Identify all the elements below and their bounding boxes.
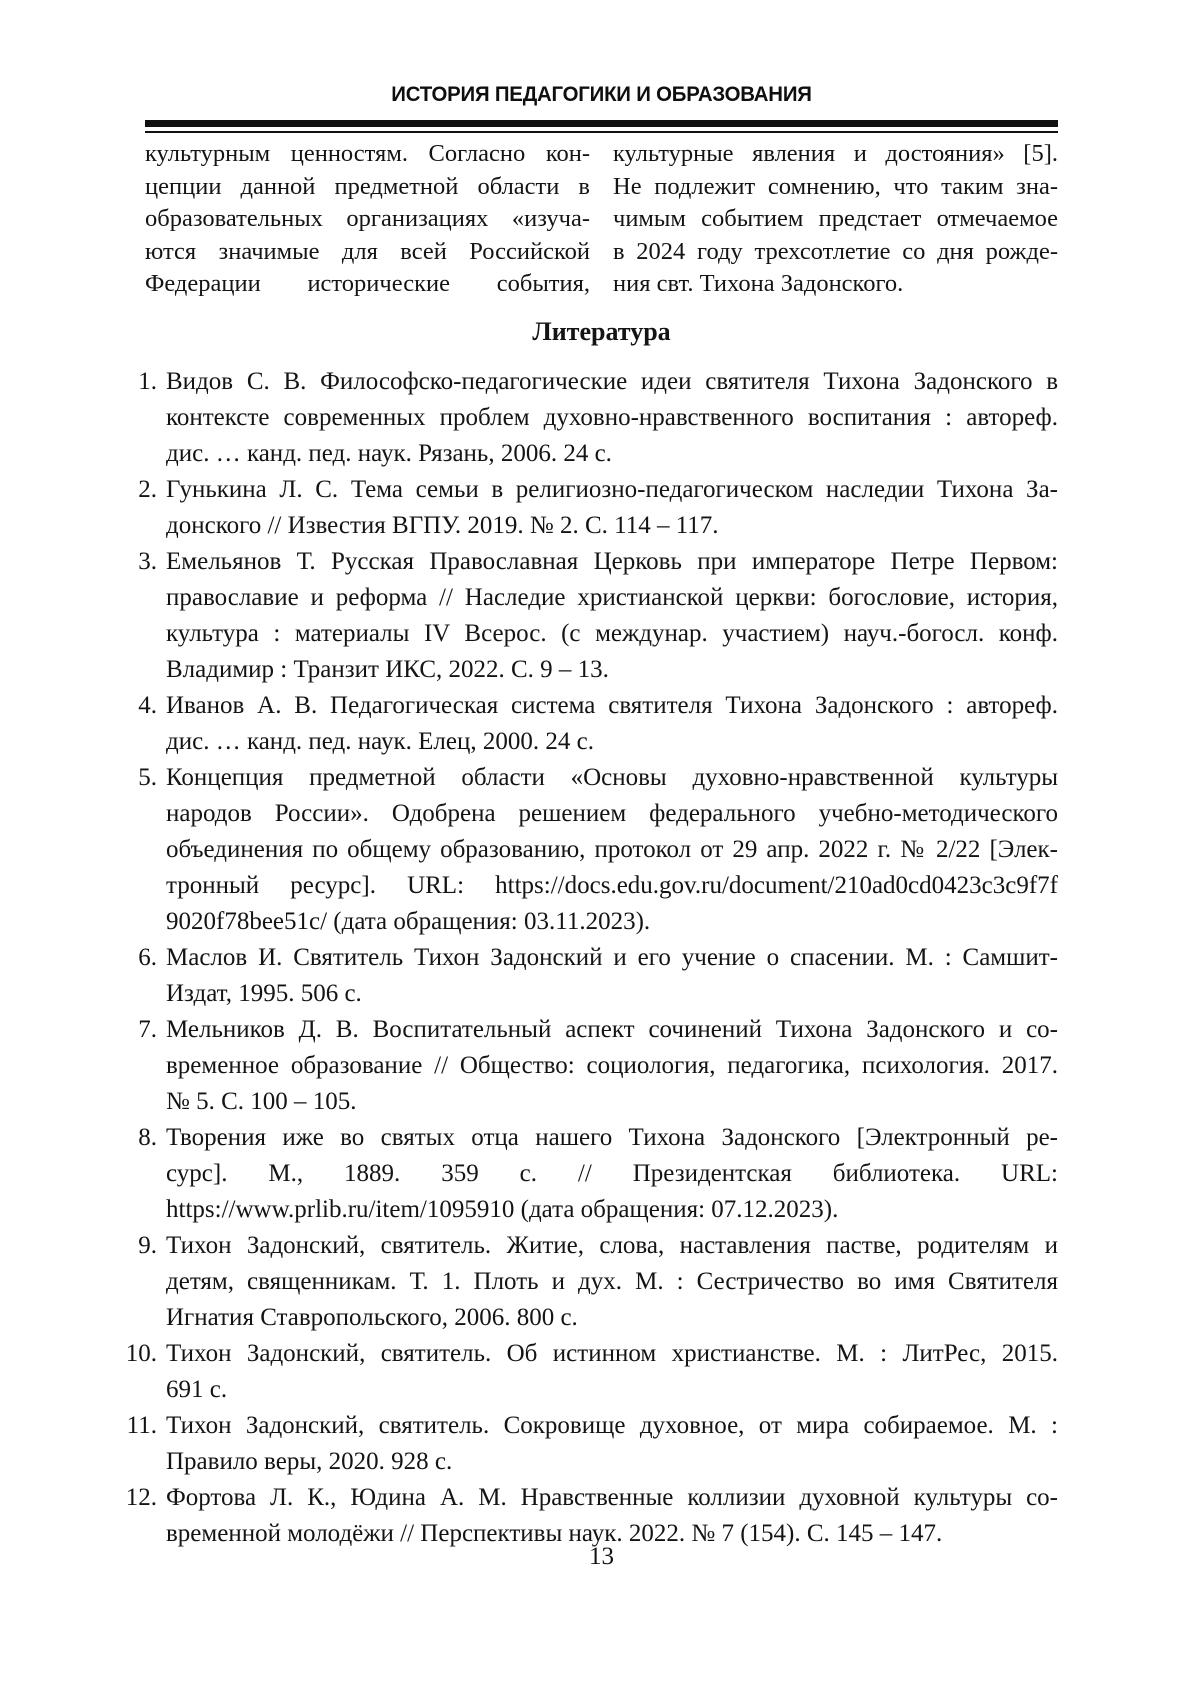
- text-line: контексте современных проблем духовно-нравственного воспитания : автореф.: [166, 404, 1058, 431]
- text-line: дис. … канд. пед. наук. Рязань, 2006. 24 с.: [166, 440, 612, 467]
- reference-item: [138, 1120, 1058, 1228]
- text-line: сурс]. М., 1889. 359 с. // Президентская библиотека. URL:: [166, 1160, 1058, 1187]
- text-line: временной молодёжи // Перспективы наук. 2022. № 7 (154). С. 145 – 147.: [166, 1520, 943, 1547]
- reference-item: [138, 688, 1058, 760]
- text-line: Тихон Задонский, святитель. Житие, слова, наставления пастве, родителям и: [166, 1232, 1058, 1259]
- text-line: культурным ценностям. Согласно кон-: [145, 140, 590, 167]
- reference-item: [138, 940, 1058, 1012]
- text-line: в 2024 году трехсотлетие со дня рожде-: [613, 237, 1058, 265]
- text-line: Владимир : Транзит ИКС, 2022. С. 9 – 13.: [166, 656, 609, 683]
- text-line: 9020f78bee51c/ (дата обращения: 03.11.2023).: [166, 908, 651, 935]
- text-line: Игнатия Ставропольского, 2006. 800 с.: [166, 1304, 578, 1331]
- reference-number: 9.: [138, 1232, 157, 1259]
- reference-text: [166, 472, 1058, 544]
- text-line: Не подлежит сомнению, что таким зна-: [613, 172, 1058, 200]
- text-line: тронный ресурс]. URL: https://docs.edu.gov.ru/document/210ad0cd0423c3c9f7f: [166, 872, 1058, 899]
- reference-text: [166, 760, 1058, 940]
- reference-text: [166, 544, 1058, 688]
- page-number: 13: [589, 1543, 614, 1570]
- text-line: Издат, 1995. 506 с.: [166, 980, 362, 1007]
- reference-number: 5.: [138, 764, 157, 791]
- text-line: донского // Известия ВГПУ. 2019. № 2. С. 114 – 117.: [166, 512, 719, 539]
- intro-right-column: [613, 138, 1058, 301]
- text-line: культурные явления и достояния» [5].: [613, 140, 1058, 167]
- reference-number: 4.: [138, 692, 157, 719]
- reference-item: [126, 1408, 1058, 1480]
- reference-text: [166, 1336, 1058, 1408]
- text-line: образовательных организациях «изуча-: [145, 205, 590, 233]
- text-line: цепции данной предметной области в: [145, 172, 590, 200]
- intro-two-column-section: [145, 138, 1058, 301]
- reference-item: [138, 1228, 1058, 1336]
- reference-text: [166, 364, 1058, 472]
- reference-text: [166, 1228, 1058, 1336]
- reference-text: [166, 1408, 1058, 1480]
- text-line: Емельянов Т. Русская Православная Церковь при императоре Петре Первом:: [166, 548, 1058, 575]
- text-line: Иванов А. В. Педагогическая система святителя Тихона Задонского : автореф.: [166, 692, 1058, 719]
- text-line: чимым событием предстает отмечаемое: [613, 205, 1058, 233]
- running-header-title: ИСТОРИЯ ПЕДАГОГИКИ И ОБРАЗОВАНИЯ: [391, 83, 812, 106]
- reference-number: 8.: [138, 1124, 157, 1151]
- reference-item: [138, 544, 1058, 688]
- reference-list: [125, 364, 1058, 1552]
- intro-left-column: [145, 138, 590, 301]
- text-line: ния свт. Тихона Задонского.: [613, 270, 904, 298]
- text-line: дис. … канд. пед. наук. Елец, 2000. 24 с.: [166, 728, 594, 755]
- text-line: Мельников Д. В. Воспитательный аспект сочинений Тихона Задонского и со-: [166, 1016, 1058, 1043]
- reference-number: 1.: [138, 368, 157, 395]
- text-line: ются значимые для всей Российской: [145, 237, 590, 265]
- reference-text: [166, 1480, 1058, 1552]
- reference-text: [166, 940, 1058, 1012]
- text-line: народов России». Одобрена решением федерального учебно-методического: [166, 800, 1058, 827]
- text-line: православие и реформа // Наследие христианской церкви: богословие, история,: [166, 584, 1058, 611]
- reference-item: [138, 760, 1058, 940]
- reference-number: 12.: [125, 1484, 157, 1511]
- text-line: Творения иже во святых отца нашего Тихона Задонского [Электронный ре-: [166, 1124, 1058, 1151]
- bibliography-heading: Литература: [532, 317, 671, 346]
- reference-item: [138, 472, 1058, 544]
- reference-text: [166, 688, 1058, 760]
- reference-item: [125, 1336, 1058, 1408]
- reference-number: 3.: [138, 548, 157, 575]
- reference-item: [125, 1480, 1058, 1552]
- text-line: детям, священникам. Т. 1. Плоть и дух. М. : Сестричество во имя Святителя: [166, 1268, 1058, 1295]
- reference-text: [166, 1120, 1058, 1228]
- reference-number: 2.: [138, 476, 157, 503]
- reference-item: [138, 1012, 1058, 1120]
- reference-number: 6.: [138, 944, 157, 971]
- text-line: Федерации исторические события,: [145, 270, 590, 298]
- text-line: Тихон Задонский, святитель. Об истинном христианстве. М. : ЛитРес, 2015.: [166, 1340, 1058, 1367]
- text-line: Маслов И. Святитель Тихон Задонский и его учение о спасении. М. : Самшит-: [166, 944, 1058, 971]
- reference-number: 11.: [126, 1412, 157, 1439]
- text-line: № 5. С. 100 – 105.: [166, 1088, 357, 1115]
- text-line: культура : материалы IV Всерос. (с междунар. участием) науч.-богосл. конф.: [166, 620, 1058, 647]
- text-line: временное образование // Общество: социология, педагогика, психология. 2017.: [166, 1052, 1058, 1079]
- reference-number: 10.: [125, 1340, 157, 1367]
- text-line: Тихон Задонский, святитель. Сокровище духовное, от мира собираемое. М. :: [166, 1412, 1058, 1439]
- reference-number: 7.: [138, 1016, 157, 1043]
- reference-item: [138, 364, 1058, 472]
- text-line: Гунькина Л. С. Тема семьи в религиозно-педагогическом наследии Тихона За-: [166, 476, 1058, 503]
- text-line: объединения по общему образованию, протокол от 29 апр. 2022 г. № 2/22 [Элек-: [166, 836, 1058, 863]
- text-line: Концепция предметной области «Основы духовно-нравственной культуры: [166, 764, 1058, 791]
- text-line: Видов С. В. Философско-педагогические идеи святителя Тихона Задонского в: [166, 368, 1058, 395]
- text-line: 691 с.: [166, 1376, 228, 1403]
- text-line: Правило веры, 2020. 928 с.: [166, 1448, 453, 1475]
- reference-text: [166, 1012, 1058, 1120]
- text-line: Фортова Л. К., Юдина А. М. Нравственные коллизии духовной культуры со-: [166, 1484, 1058, 1511]
- header-double-rule: [145, 120, 1058, 133]
- text-line: https://www.prlib.ru/item/1095910 (дата обращения: 07.12.2023).: [166, 1196, 839, 1223]
